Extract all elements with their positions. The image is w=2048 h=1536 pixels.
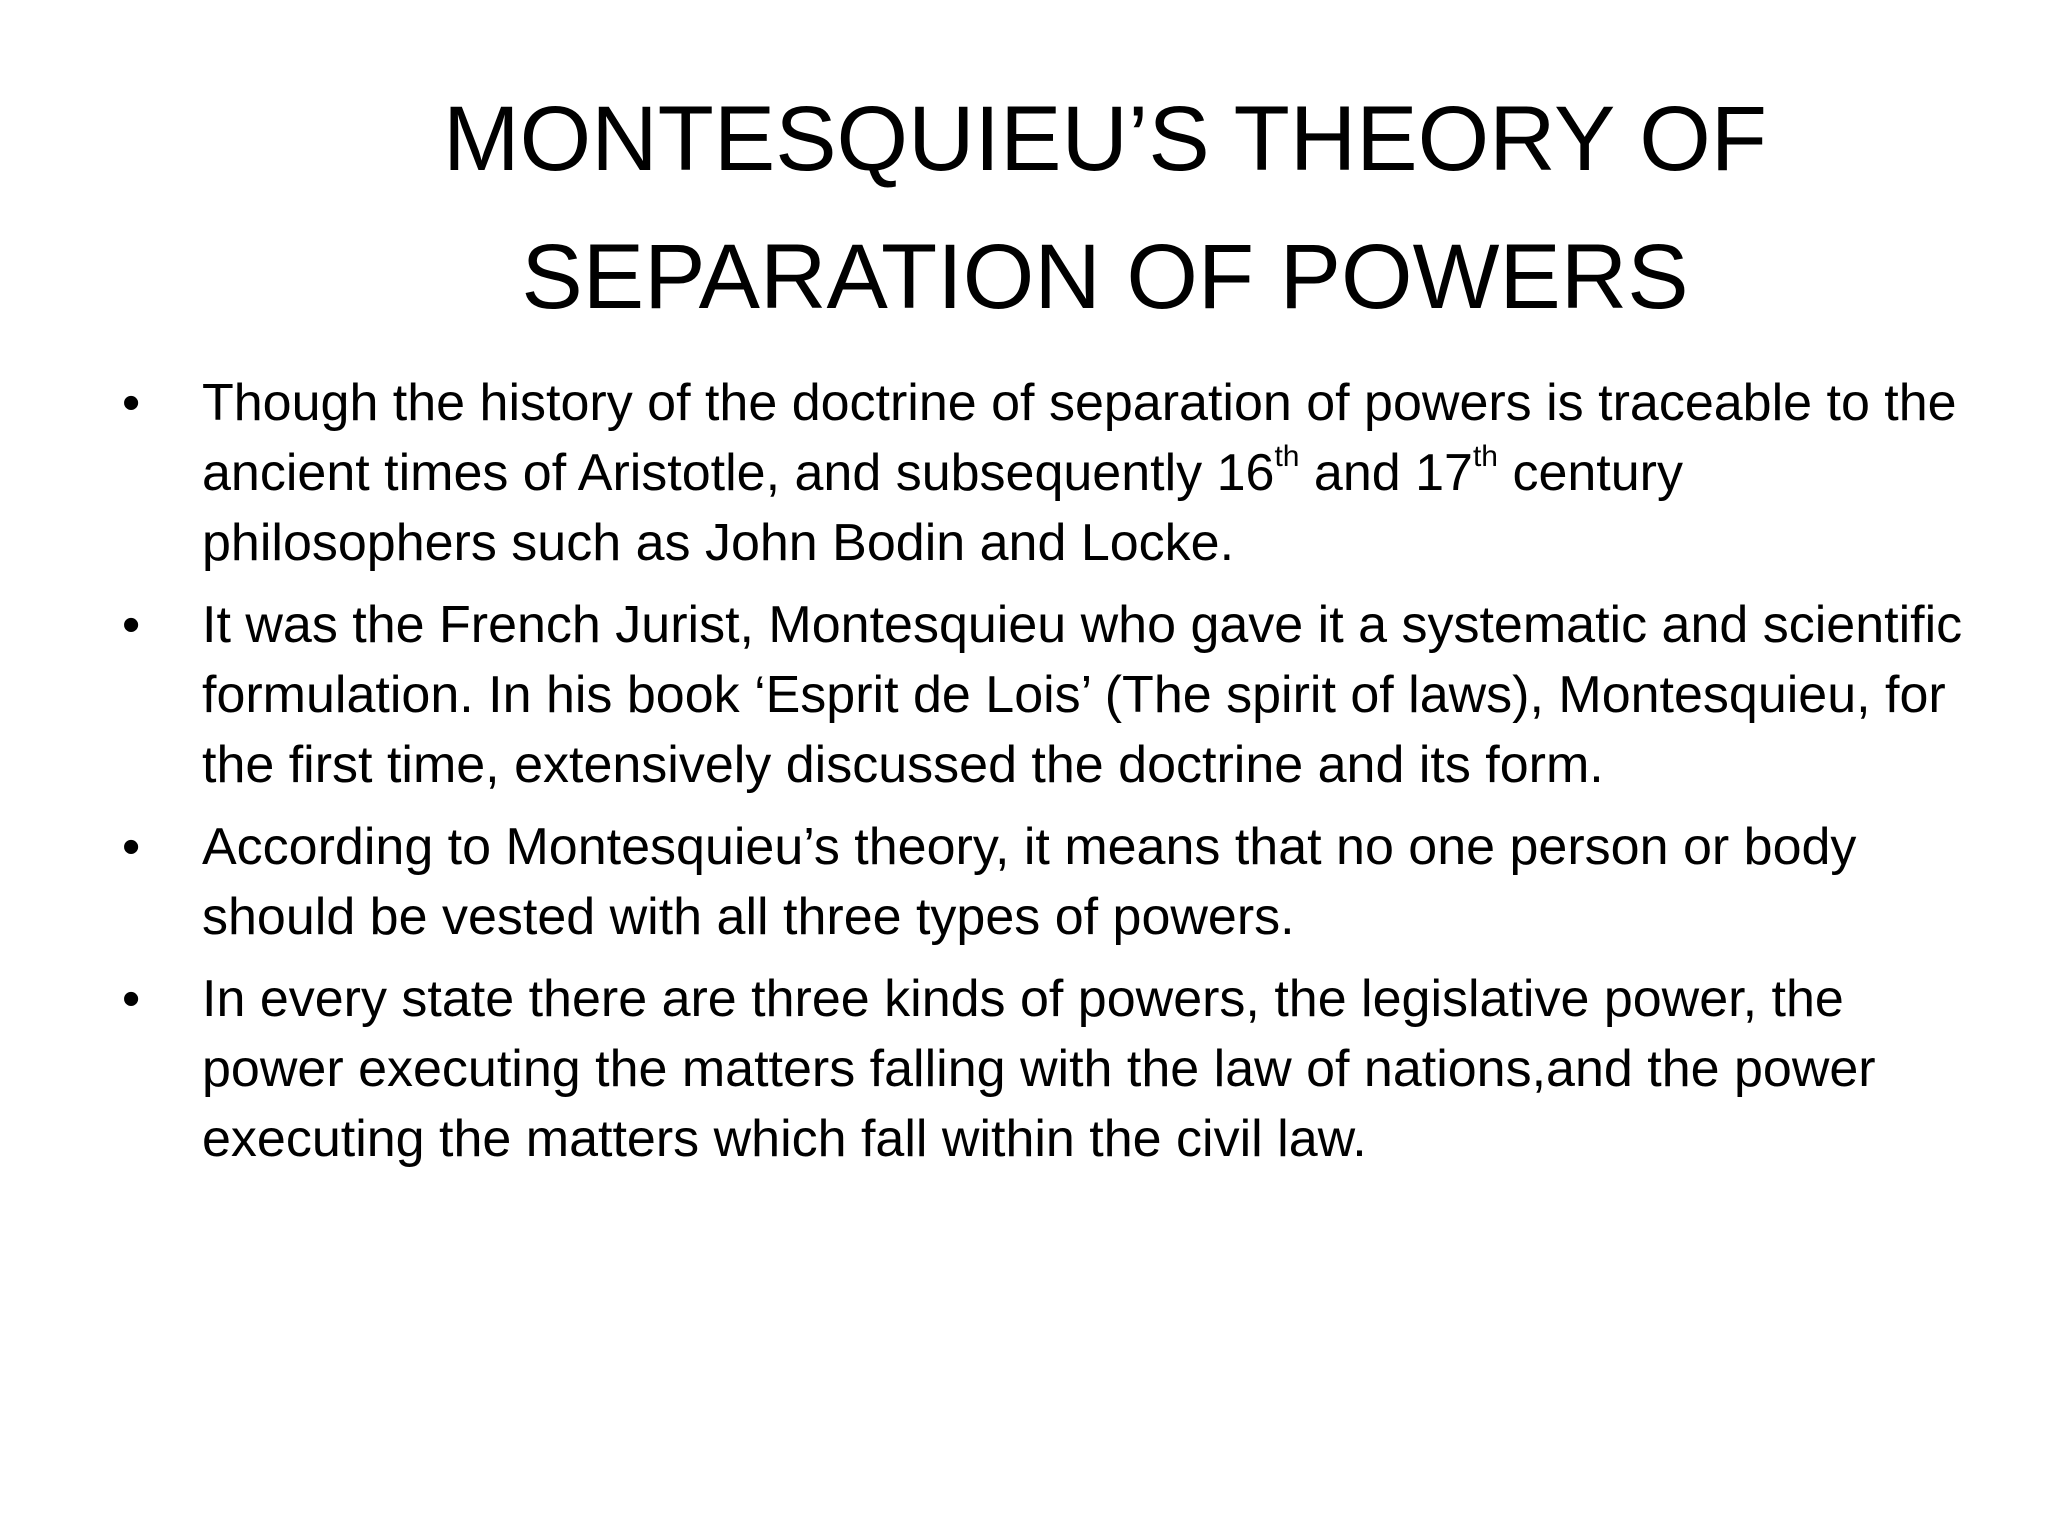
slide-title-line-2: SEPARATION OF POWERS: [521, 226, 1689, 328]
bullet-list: [120, 368, 1980, 1186]
bullet-item: [120, 590, 1980, 800]
ordinal-suffix: th: [1274, 440, 1300, 473]
bullet-dot-icon: •: [122, 374, 141, 432]
bullet-dot-icon: •: [122, 970, 141, 1028]
ordinal-suffix: th: [1472, 440, 1498, 473]
bullet-text: According to Montesquieu’s theory, it means that no one person or body should be vested with all three types of powers.: [202, 818, 1857, 946]
century-number: 16: [1216, 444, 1275, 502]
bullet-dot-icon: •: [122, 596, 141, 654]
bullet-text-part: century philosophers such as John Bodin and Locke.: [202, 444, 1683, 572]
bullet-text: In every state there are three kinds of powers, the legislative power, the power executing the matters falling with the law of nations,and the power executing the matters which fall within the civil law.: [202, 970, 1876, 1168]
bullet-text: [202, 374, 1957, 572]
bullet-item: [120, 812, 1980, 952]
bullet-text-part: Though the history of the doctrine of separation of powers is traceable to the ancient times of Aristotle, and subsequently: [202, 374, 1957, 502]
bullet-dot-icon: •: [122, 818, 141, 876]
bullet-item: [120, 368, 1980, 578]
bullet-text-part: and: [1299, 444, 1416, 502]
slide-title-line-1: MONTESQUIEU’S THEORY OF: [443, 88, 1767, 190]
century-number: 17: [1415, 444, 1473, 502]
slide-title: [160, 70, 2048, 346]
bullet-text: It was the French Jurist, Montesquieu who gave it a systematic and scientific formulation. In his book ‘Esprit de Lois’ (The spirit of laws), Montesquieu, for the first time, extensively discussed the doctrine and its form.: [202, 596, 1963, 794]
bullet-item: [120, 964, 1980, 1174]
